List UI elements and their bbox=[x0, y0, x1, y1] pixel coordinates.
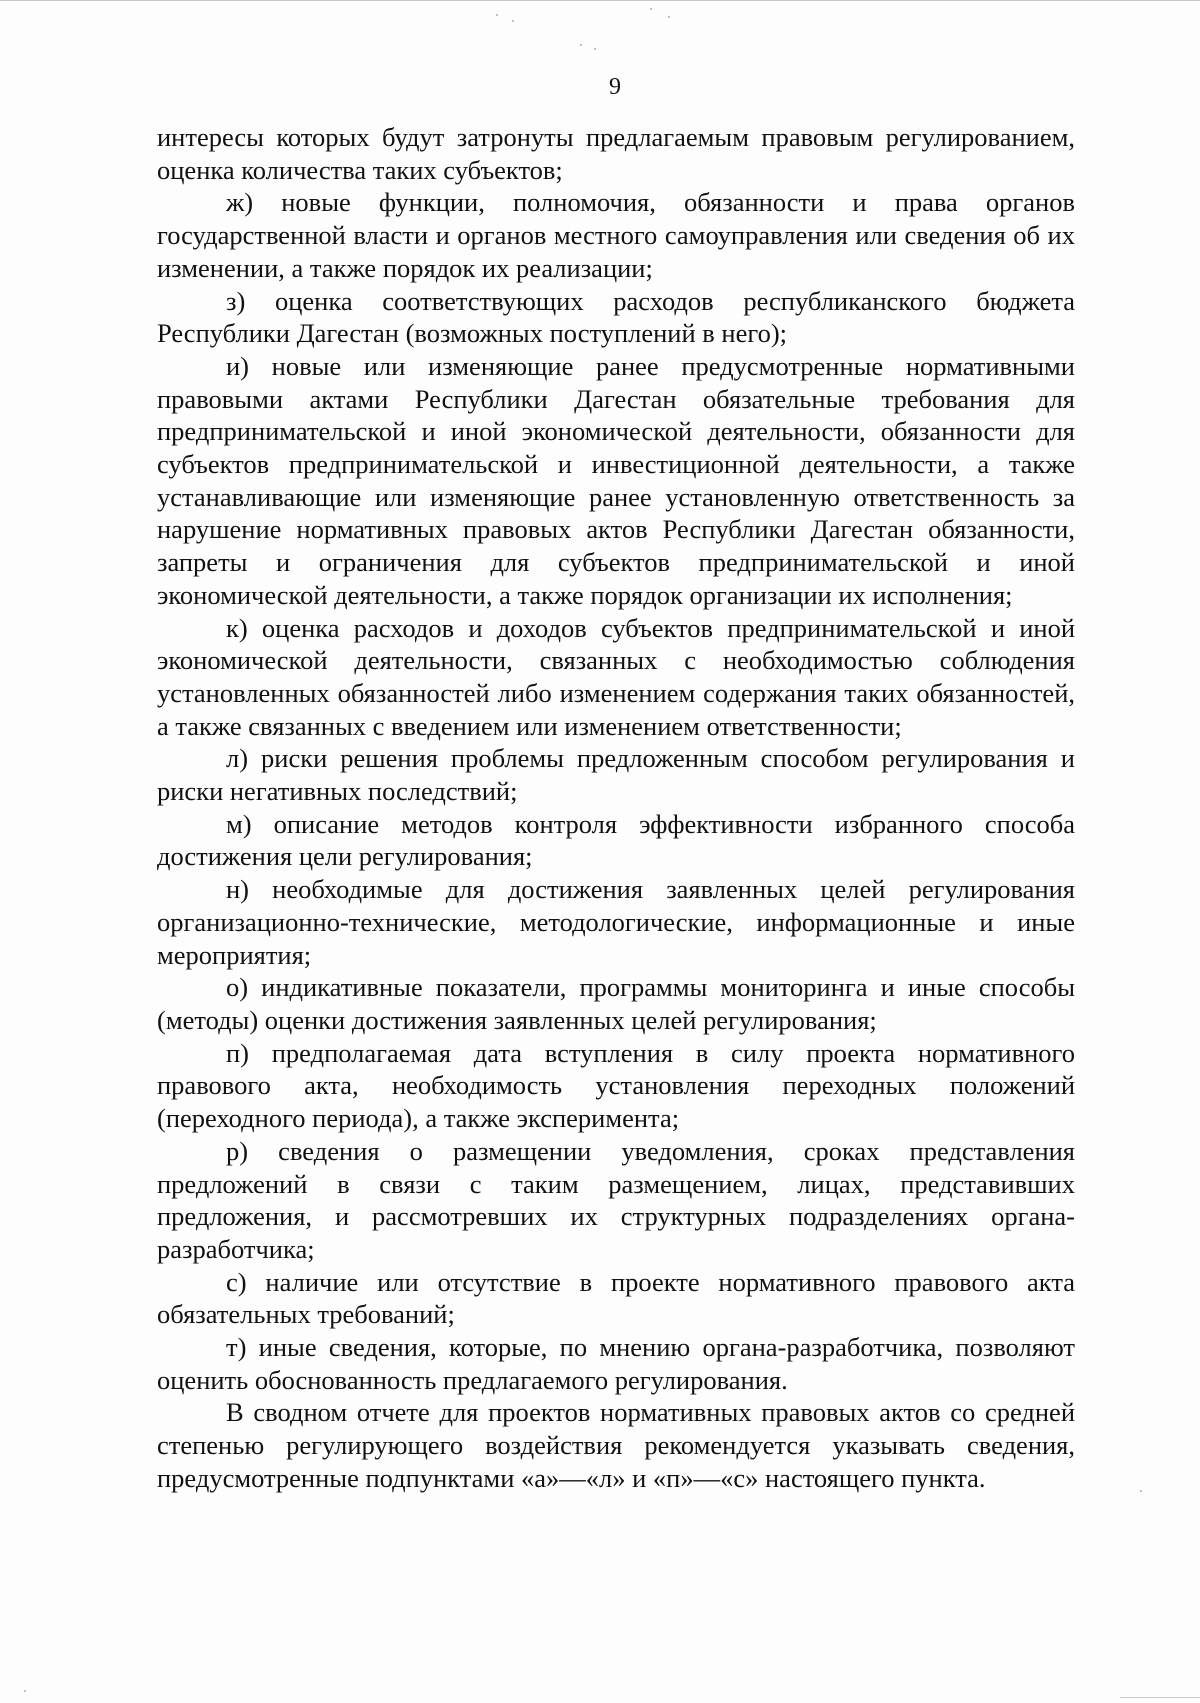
paragraph-item-n: н) необходимые для достижения заявленных целей регулирования организационно-технические, методологические, информационные и иные мероприятия; bbox=[157, 874, 1075, 970]
scan-speck bbox=[668, 16, 670, 18]
scan-speck bbox=[496, 14, 498, 16]
paragraph-summary-note: В сводном отчете для проектов нормативных правовых актов со средней степенью регулирующего воздействия рекомендуется указывать сведения, предусмотренные подпунктами «а»—«л» и «п»—«с» настоящего пункта. bbox=[157, 1397, 1075, 1493]
scan-speck bbox=[650, 8, 652, 10]
paragraph-item-m: м) описание методов контроля эффективности избранного способа достижения цели регулирования; bbox=[157, 808, 1075, 872]
paragraph-item-p: п) предполагаемая дата вступления в силу проекта нормативного правового акта, необходимость установления переходных положений (переходного периода), а также эксперимента; bbox=[157, 1037, 1075, 1134]
paragraph-item-zh: ж) новые функции, полномочия, обязанности и права органов государственной власти и органов местного самоуправления или сведения об их изменении, а также порядок их реализации; bbox=[157, 187, 1075, 283]
paragraph-item-r: р) сведения о размещении уведомления, сроках представления предложений в связи с таким размещением, лицах, представивших предложения, и рассмотревших их структурных подразделениях органа-разработчика; bbox=[157, 1135, 1075, 1264]
paragraph-item-t: т) иные сведения, которые, по мнению органа-разработчика, позволяют оценить обоснованность предлагаемого регулирования. bbox=[157, 1332, 1075, 1395]
paragraph-item-s: с) наличие или отсутствие в проекте нормативного правового акта обязательных требований; bbox=[157, 1266, 1075, 1330]
scan-edge-top bbox=[0, 0, 1200, 1]
paragraph-continuation: интересы которых будут затронуты предлагаемым правовым регулированием, оценка количества таких субъектов; bbox=[157, 122, 1075, 185]
document-body bbox=[157, 121, 1075, 1495]
scan-speck bbox=[512, 20, 514, 22]
scan-speck bbox=[594, 48, 596, 50]
scan-edge-bottom bbox=[1120, 1697, 1200, 1698]
scan-speck bbox=[1140, 1490, 1142, 1492]
paragraph-item-k: к) оценка расходов и доходов субъектов предпринимательской и иной экономической деятельности, связанных с необходимостью соблюдения установленных обязанностей либо изменением содержания таких обязанностей, а также связанных с введением или изменением ответственности; bbox=[157, 612, 1075, 741]
paragraph-item-o: о) индикативные показатели, программы мониторинга и иные способы (методы) оценки достижения заявленных целей регулирования; bbox=[157, 972, 1075, 1035]
scan-speck bbox=[580, 44, 582, 46]
paragraph-item-l: л) риски решения проблемы предложенным способом регулирования и риски негативных последствий; bbox=[157, 743, 1075, 807]
page-number: 9 bbox=[609, 74, 621, 100]
paragraph-item-i: и) новые или изменяющие ранее предусмотренные нормативными правовыми актами Республики Дагестан обязательные требования для предпринимательской и иной экономической деятельности, обязанности для субъектов предпринимательской и инвестиционной деятельности, а также устанавливающие или изменяющие ранее установленную ответственность за нарушение нормативных правовых актов Республики Дагестан обязанности, запреты и ограничения для субъектов предпринимательской и иной экономической деятельности, а также порядок организации их исполнения; bbox=[157, 350, 1075, 610]
scan-speck bbox=[24, 1690, 26, 1692]
paragraph-item-z: з) оценка соответствующих расходов республиканского бюджета Республики Дагестан (возможных поступлений в него); bbox=[157, 285, 1075, 349]
